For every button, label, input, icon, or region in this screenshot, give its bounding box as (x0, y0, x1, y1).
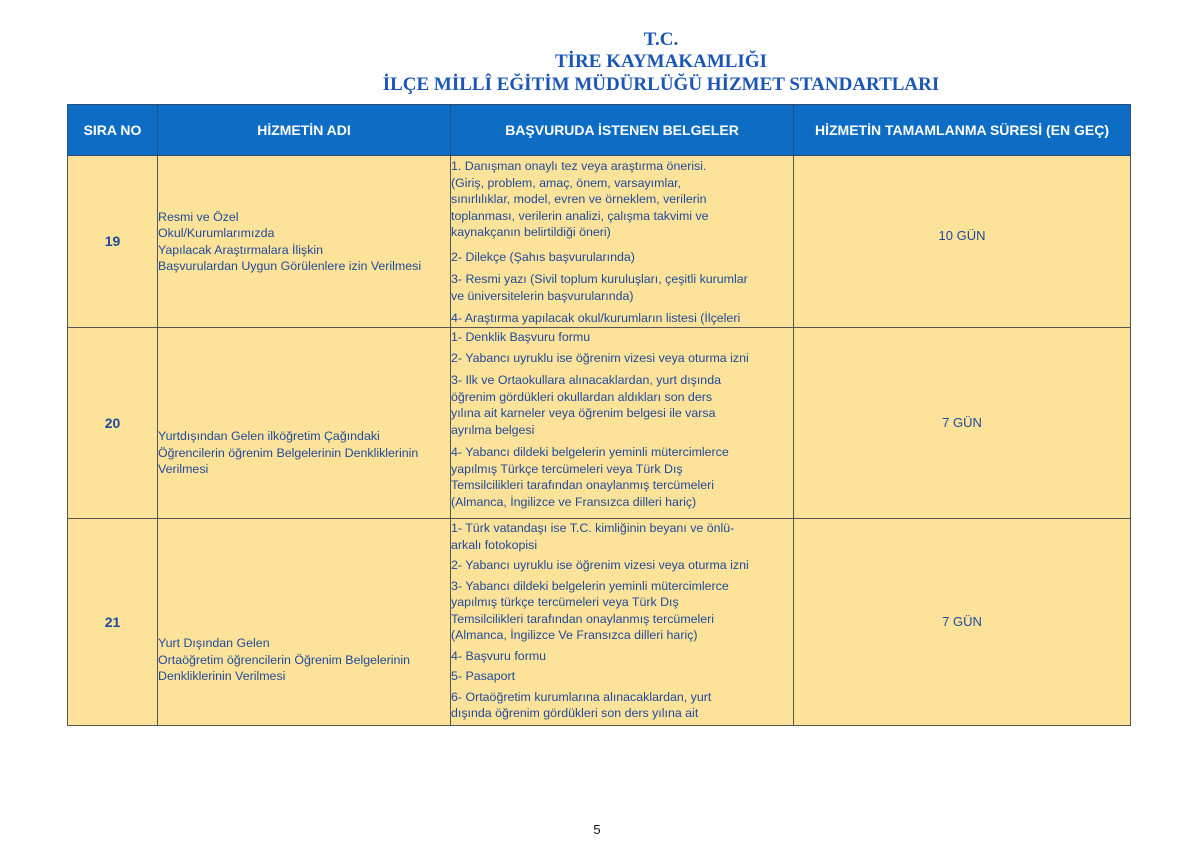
service-name-cell (158, 519, 451, 726)
col-header-sure: HİZMETİN TAMAMLANMA SÜRESİ (EN GEÇ) (794, 105, 1131, 156)
document-item: 1- Denklik Başvuru formu (451, 330, 591, 344)
table-row (68, 519, 1131, 726)
document-item: 4- Araştırma yapılacak okul/kurumların listesi (İlçeleri (451, 311, 741, 325)
document-item: 1- Türk vatandaşı ise T.C. kimliğinin beyanı ve önlü- arkalı fotokopisi (451, 521, 735, 552)
document-item: 4- Başvuru formu (451, 648, 547, 663)
document-item: 2- Yabancı uyruklu ise öğrenim vizesi veya oturma izni (451, 558, 749, 572)
row-number: 20 (68, 328, 158, 519)
completion-time: 10 GÜN (794, 156, 1131, 328)
col-header-sira-no: SIRA NO (68, 105, 158, 156)
documents-cell (451, 328, 794, 519)
completion-time: 7 GÜN (794, 519, 1131, 726)
document-item: 3- Ilk ve Ortaokullara alınacaklardan, yurt dışında öğrenim gördükleri okullardan aldıkları son ders yılına ait karneler veya öğrenim belgesi ile varsa ayrılma belgesi (451, 373, 721, 437)
service-name-cell (158, 328, 451, 519)
document-item: 6- Ortaöğretim kurumlarına alınacaklardan, yurt dışında öğrenim gördükleri son ders yılına ait (451, 689, 712, 720)
document-item: 5- Pasaport (451, 669, 516, 683)
table-row (68, 328, 1131, 519)
document-item: 2- Dilekçe (Şahıs başvurularında) (451, 249, 635, 264)
header-kaymakamlik: TİRE KAYMAKAMLIĞI (554, 51, 767, 72)
header-tc: T.C. (643, 29, 679, 50)
document-item: 3- Yabancı dildeki belgelerin yeminli mütercimlerce yapılmış türkçe tercümeleri veya Türk Dış Temsilcilikleri tarafından onaylanmış tercümeleri (Almanca, İngilizce Ve Fransızca dilleri hariç) (451, 578, 729, 642)
service-name: Resmi ve Özel Okul/Kurumlarımızda Yapılacak Araştırmalara İlişkin Başvurulardan Uygun Görülenlere izin Verilmesi (158, 209, 422, 273)
document-item: 4- Yabancı dildeki belgelerin yeminli mütercimlerce yapılmış Türkçe tercümeleri veya Türk Dış Temsilcilikleri tarafından onaylanmış tercümeleri (Almanca, İngilizce ve Fransızca dilleri hariç) (451, 445, 729, 509)
col-header-belgeler: BAŞVURUDA İSTENEN BELGELER (451, 105, 794, 156)
service-name-cell (158, 156, 451, 328)
table-header-row (68, 105, 1131, 156)
service-name: Yurt Dışından Gelen Ortaöğretim öğrencilerin Öğrenim Belgelerinin Denkliklerinin Verilmesi (158, 636, 411, 683)
page-number: 5 (593, 822, 601, 837)
header-standards-title: İLÇE MİLLÎ EĞİTİM MÜDÜRLÜĞÜ HİZMET STANDARTLARI (382, 74, 940, 95)
col-header-hizmet-adi: HİZMETİN ADI (158, 105, 451, 156)
completion-time: 7 GÜN (794, 328, 1131, 519)
service-standards-table (67, 104, 1131, 726)
document-item: 1. Danışman onaylı tez veya araştırma önerisi. (Giriş, problem, amaç, önem, varsayımlar, sınırlılıklar, model, evren ve örneklem, verilerin toplanması, verilerin analizi, çalışma takvimi ve kaynakçanın belirtildiği öneri) (451, 159, 709, 239)
document-item: 3- Resmi yazı (Sivil toplum kuruluşları, çeşitli kurumlar ve üniversitelerin başvurularında) (451, 272, 748, 303)
table-row (68, 156, 1131, 328)
documents-cell (451, 156, 794, 328)
row-number: 21 (68, 519, 158, 726)
documents-cell (451, 519, 794, 726)
row-number: 19 (68, 156, 158, 328)
service-name: Yurtdışından Gelen ilköğretim Çağındaki Öğrencilerin öğrenim Belgelerinin Denkliklerinin Verilmesi (158, 429, 419, 476)
document-item: 2- Yabancı uyruklu ise öğrenim vizesi veya oturma izni (451, 350, 749, 365)
